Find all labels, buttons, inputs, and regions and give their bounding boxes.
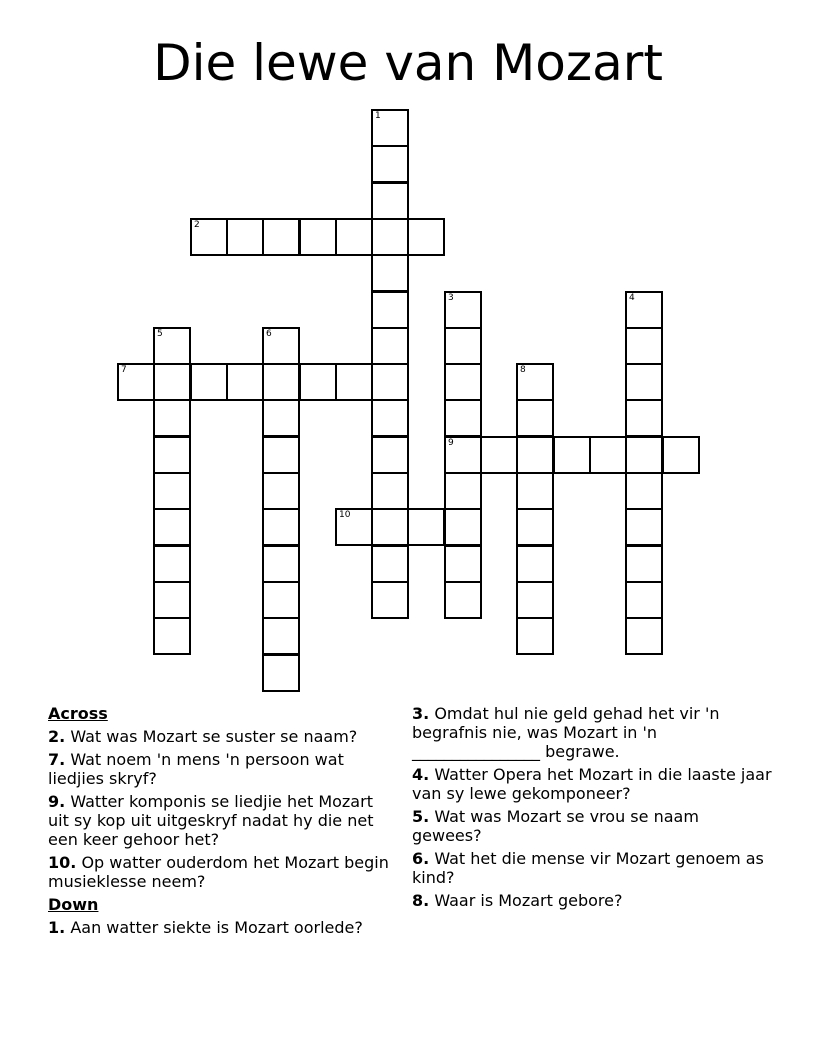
crossword-cell[interactable] — [407, 508, 445, 546]
crossword-cell[interactable] — [516, 545, 554, 583]
crossword-cell[interactable] — [153, 581, 191, 619]
crossword-cell[interactable] — [262, 218, 300, 256]
clue-down-4: 4. Watter Opera het Mozart in die laaste jaar van sy lewe gekomponeer? — [412, 765, 772, 803]
crossword-cell[interactable] — [226, 218, 264, 256]
crossword-cell[interactable] — [371, 218, 409, 256]
cell-number: 2 — [194, 220, 200, 230]
crossword-cell[interactable] — [516, 508, 554, 546]
crossword-cell[interactable] — [153, 508, 191, 546]
cell-number: 6 — [266, 329, 272, 339]
crossword-cell[interactable] — [444, 508, 482, 546]
crossword-cell[interactable] — [625, 581, 663, 619]
crossword-cell[interactable] — [444, 436, 482, 474]
crossword-cell[interactable] — [153, 399, 191, 437]
crossword-cell[interactable] — [299, 363, 337, 401]
crossword-cell[interactable] — [516, 363, 554, 401]
crossword-cell[interactable] — [371, 291, 409, 329]
crossword-cell[interactable] — [444, 472, 482, 510]
cell-number: 8 — [520, 365, 526, 375]
crossword-cell[interactable] — [153, 472, 191, 510]
clue-across-9: 9. Watter komponis se liedjie het Mozart uit sy kop uit uitgeskryf nadat hy die net een keer gehoor het? — [48, 792, 374, 849]
crossword-cell[interactable] — [371, 581, 409, 619]
clues-column-right — [412, 704, 772, 914]
crossword-cell[interactable] — [625, 327, 663, 365]
crossword-cell[interactable] — [371, 436, 409, 474]
crossword-cell[interactable] — [444, 291, 482, 329]
crossword-cell[interactable] — [516, 617, 554, 655]
clue-across-7: 7. Wat noem 'n mens 'n persoon wat liedjies skryf? — [48, 750, 344, 788]
crossword-cell[interactable] — [371, 508, 409, 546]
crossword-cell[interactable] — [299, 218, 337, 256]
cell-number: 3 — [448, 293, 454, 303]
clue-down-3: 3. Omdat hul nie geld gehad het vir 'n begrafnis nie, was Mozart in 'n ________________ begrawe. — [412, 704, 720, 761]
crossword-cell[interactable] — [625, 617, 663, 655]
cell-number: 10 — [339, 510, 351, 520]
crossword-cell[interactable] — [262, 327, 300, 365]
crossword-cell[interactable] — [190, 218, 228, 256]
crossword-cell[interactable] — [371, 182, 409, 220]
crossword-cell[interactable] — [444, 545, 482, 583]
crossword-cell[interactable] — [371, 109, 409, 147]
crossword-cell[interactable] — [371, 363, 409, 401]
crossword-cell[interactable] — [371, 399, 409, 437]
crossword-cell[interactable] — [153, 617, 191, 655]
crossword-cell[interactable] — [262, 654, 300, 692]
crossword-cell[interactable] — [371, 145, 409, 183]
crossword-cell[interactable] — [662, 436, 700, 474]
crossword-cell[interactable] — [516, 399, 554, 437]
crossword-cell[interactable] — [625, 291, 663, 329]
crossword-cell[interactable] — [625, 363, 663, 401]
crossword-cell[interactable] — [625, 399, 663, 437]
cell-number: 5 — [157, 329, 163, 339]
clue-across-10: 10. Op watter ouderdom het Mozart begin musieklesse neem? — [48, 853, 389, 891]
crossword-cell[interactable] — [335, 218, 373, 256]
crossword-cell[interactable] — [444, 363, 482, 401]
crossword-cell[interactable] — [407, 218, 445, 256]
cell-number: 7 — [121, 365, 127, 375]
page-title: Die lewe van Mozart — [153, 34, 663, 92]
crossword-cell[interactable] — [553, 436, 591, 474]
crossword-cell[interactable] — [371, 472, 409, 510]
crossword-cell[interactable] — [262, 545, 300, 583]
crossword-cell[interactable] — [625, 472, 663, 510]
crossword-cell[interactable] — [262, 617, 300, 655]
crossword-cell[interactable] — [371, 327, 409, 365]
clues-column-left — [48, 704, 398, 941]
crossword-cell[interactable] — [625, 545, 663, 583]
crossword-cell[interactable] — [589, 436, 627, 474]
crossword-cell[interactable] — [262, 472, 300, 510]
crossword-cell[interactable] — [262, 399, 300, 437]
crossword-cell[interactable] — [625, 436, 663, 474]
across-heading: Across — [48, 704, 108, 723]
crossword-cell[interactable] — [516, 581, 554, 619]
crossword-cell[interactable] — [190, 363, 228, 401]
crossword-cell[interactable] — [262, 581, 300, 619]
crossword-cell[interactable] — [153, 545, 191, 583]
crossword-cell[interactable] — [444, 399, 482, 437]
crossword-cell[interactable] — [516, 436, 554, 474]
crossword-cell[interactable] — [153, 436, 191, 474]
crossword-cell[interactable] — [226, 363, 264, 401]
crossword-cell[interactable] — [371, 545, 409, 583]
down-heading: Down — [48, 895, 99, 914]
crossword-cell[interactable] — [262, 363, 300, 401]
crossword-cell[interactable] — [335, 363, 373, 401]
clue-across-2: 2. Wat was Mozart se suster se naam? — [48, 727, 358, 746]
crossword-cell[interactable] — [625, 508, 663, 546]
clue-down-8: 8. Waar is Mozart gebore? — [412, 891, 623, 910]
crossword-cell[interactable] — [153, 363, 191, 401]
cell-number: 1 — [375, 111, 381, 121]
cell-number: 9 — [448, 438, 454, 448]
clue-down-5: 5. Wat was Mozart se vrou se naam gewees? — [412, 807, 699, 845]
crossword-cell[interactable] — [444, 581, 482, 619]
clue-down-1: 1. Aan watter siekte is Mozart oorlede? — [48, 918, 363, 937]
crossword-cell[interactable] — [444, 327, 482, 365]
crossword-cell[interactable] — [335, 508, 373, 546]
crossword-cell[interactable] — [262, 436, 300, 474]
crossword-cell[interactable] — [480, 436, 518, 474]
crossword-cell[interactable] — [262, 508, 300, 546]
crossword-cell[interactable] — [117, 363, 155, 401]
crossword-cell[interactable] — [516, 472, 554, 510]
cell-number: 4 — [629, 293, 635, 303]
crossword-cell[interactable] — [153, 327, 191, 365]
clue-down-6: 6. Wat het die mense vir Mozart genoem as kind? — [412, 849, 764, 887]
crossword-cell[interactable] — [371, 254, 409, 292]
